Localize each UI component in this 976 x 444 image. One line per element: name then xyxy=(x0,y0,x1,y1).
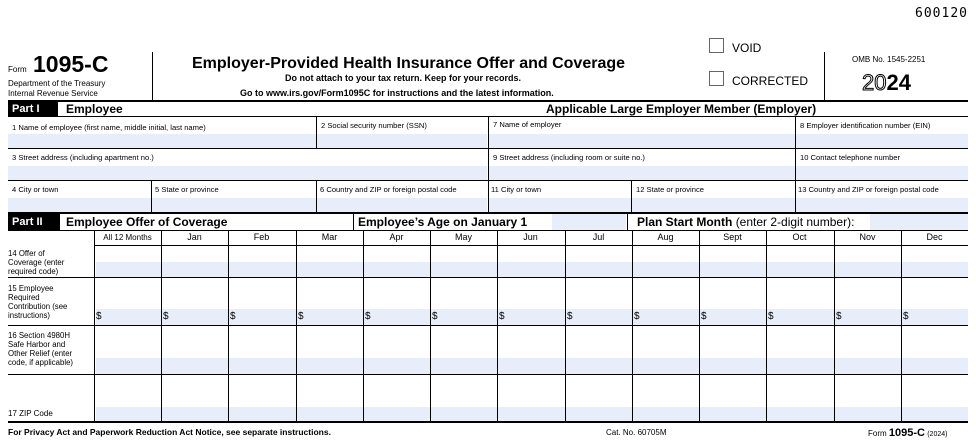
month-header: Feb xyxy=(253,232,270,242)
subtitle-2: Go to www.irs.gov/Form1095C for instructions and the latest information. xyxy=(240,88,554,98)
form-number: 1095-C xyxy=(33,51,109,77)
dollar-sign: $ xyxy=(96,311,102,322)
employee-name-field[interactable] xyxy=(8,134,316,148)
form-word: Form xyxy=(8,65,27,74)
row-15-line-2: Required xyxy=(8,293,40,302)
row-15-line-1: 15 Employee xyxy=(8,284,54,293)
dollar-sign: $ xyxy=(230,311,236,322)
void-label: VOID xyxy=(732,41,762,55)
field-5-label: 5 State or province xyxy=(155,185,219,194)
employer-zip-field[interactable] xyxy=(796,198,968,212)
part1-title: Employee xyxy=(66,102,123,116)
month-header: Dec xyxy=(926,232,943,242)
dollar-sign: $ xyxy=(836,311,842,322)
field-6-label: 6 Country and ZIP or foreign postal code xyxy=(320,185,457,194)
employer-street-field[interactable] xyxy=(489,166,795,180)
cat-number: Cat. No. 60705M xyxy=(606,428,667,437)
form-code: 600120 xyxy=(915,6,968,21)
field-10-label: 10 Contact telephone number xyxy=(800,153,901,162)
dollar-sign: $ xyxy=(163,311,169,322)
month-header: Nov xyxy=(859,232,876,242)
footer-form-number: 1095-C xyxy=(888,427,925,439)
row-15-label xyxy=(8,284,67,320)
row-15-line-3: Contribution (see xyxy=(8,302,68,311)
month-divider xyxy=(766,230,767,421)
month-header: Apr xyxy=(389,232,404,242)
dollar-sign: $ xyxy=(567,311,573,322)
plan-start-bold: Plan Start Month xyxy=(637,215,733,229)
part2-title: Employee Offer of Coverage xyxy=(66,215,228,229)
month-header: Jun xyxy=(523,232,538,242)
plan-start-label xyxy=(637,216,854,228)
dollar-sign: $ xyxy=(701,311,707,322)
month-header: Jan xyxy=(187,232,202,242)
void-checkbox[interactable] xyxy=(709,38,724,53)
tax-year xyxy=(862,72,911,94)
age-field[interactable] xyxy=(552,214,626,230)
month-divider xyxy=(296,230,297,421)
month-divider xyxy=(901,230,902,421)
month-divider xyxy=(228,230,229,421)
month-divider xyxy=(430,230,431,421)
field-12-label: 12 State or province xyxy=(636,185,704,194)
field-1-label: 1 Name of employee (first name, middle initial, last name) xyxy=(12,123,206,132)
employer-state-field[interactable] xyxy=(632,198,795,212)
row-14-label xyxy=(8,249,64,276)
footer-form-word: Form xyxy=(868,429,887,438)
month-header: Aug xyxy=(657,232,674,242)
month-divider xyxy=(363,230,364,421)
corrected-label: CORRECTED xyxy=(732,74,809,88)
age-label: Employee’s Age on January 1 xyxy=(358,215,528,229)
field-2-label: 2 Social security number (SSN) xyxy=(321,121,427,130)
month-header: May xyxy=(454,232,472,242)
row-16-label xyxy=(8,331,73,367)
dollar-sign: $ xyxy=(499,311,505,322)
row-16-line-4: code, if applicable) xyxy=(8,358,74,367)
ein-field[interactable] xyxy=(796,134,968,148)
field-13-label: 13 Country and ZIP or foreign postal code xyxy=(798,185,939,194)
row-14-line-1: 14 Offer of xyxy=(8,249,45,258)
year-suffix: 24 xyxy=(886,70,911,95)
privacy-notice: For Privacy Act and Paperwork Reduction Act Notice, see separate instructions. xyxy=(8,427,331,437)
plan-start-rest: (enter 2-digit number): xyxy=(735,215,855,229)
field-8-label: 8 Employer identification number (EIN) xyxy=(800,121,931,130)
dollar-sign: $ xyxy=(432,311,438,322)
employer-name-field[interactable] xyxy=(489,134,795,148)
dollar-sign: $ xyxy=(298,311,304,322)
month-divider xyxy=(161,230,162,421)
year-prefix: 20 xyxy=(862,70,887,95)
month-header: Sept xyxy=(723,232,742,242)
row-16-line-1: 16 Section 4980H xyxy=(8,331,70,340)
plan-start-field[interactable] xyxy=(870,214,968,230)
month-divider xyxy=(834,230,835,421)
employee-street-field[interactable] xyxy=(8,166,487,180)
field-7-label: 7 Name of employer xyxy=(493,120,562,129)
month-divider xyxy=(699,230,700,421)
corrected-checkbox[interactable] xyxy=(709,71,724,86)
month-header: Oct xyxy=(792,232,807,242)
form-title: Employer-Provided Health Insurance Offer and Coverage xyxy=(192,55,626,72)
dollar-sign: $ xyxy=(903,311,909,322)
month-header: Mar xyxy=(321,232,338,242)
employer-city-field[interactable] xyxy=(489,198,631,212)
row-16-line-2: Safe Harbor and xyxy=(8,340,66,349)
employee-zip-field[interactable] xyxy=(317,198,487,212)
month-divider xyxy=(565,230,566,421)
dept-line2: Internal Revenue Service xyxy=(8,89,98,98)
row-15-line-4: instructions) xyxy=(8,311,51,320)
row-17-label: 17 ZIP Code xyxy=(8,409,53,418)
month-header: All 12 Months xyxy=(103,233,152,242)
omb-number: OMB No. 1545-2251 xyxy=(852,55,926,64)
month-divider xyxy=(497,230,498,421)
field-3-label: 3 Street address (including apartment no.) xyxy=(12,153,154,162)
row-14-line-2: Coverage (enter xyxy=(8,258,65,267)
employee-city-field[interactable] xyxy=(8,198,151,212)
part1-employer-title: Applicable Large Employer Member (Employer) xyxy=(546,102,817,116)
subtitle-1: Do not attach to your tax return. Keep for your records. xyxy=(285,73,522,83)
part1-badge: Part I xyxy=(8,102,58,116)
part2-badge: Part II xyxy=(8,214,60,230)
dept-line1: Department of the Treasury xyxy=(8,79,106,88)
footer-form xyxy=(868,428,947,439)
dollar-sign: $ xyxy=(634,311,640,322)
row-14-line-3: required code) xyxy=(8,267,59,276)
field-11-label: 11 City or town xyxy=(491,185,542,194)
footer-form-year: (2024) xyxy=(927,431,948,438)
employee-state-field[interactable] xyxy=(152,198,316,212)
dollar-sign: $ xyxy=(768,311,774,322)
field-9-label: 9 Street address (including room or suite no.) xyxy=(493,153,645,162)
month-divider xyxy=(632,230,633,421)
dollar-sign: $ xyxy=(365,311,371,322)
ssn-field[interactable] xyxy=(317,134,487,148)
field-4-label: 4 City or town xyxy=(12,185,59,194)
phone-field[interactable] xyxy=(796,166,968,180)
month-header: Jul xyxy=(592,232,605,242)
row-16-line-3: Other Relief (enter xyxy=(8,349,73,358)
